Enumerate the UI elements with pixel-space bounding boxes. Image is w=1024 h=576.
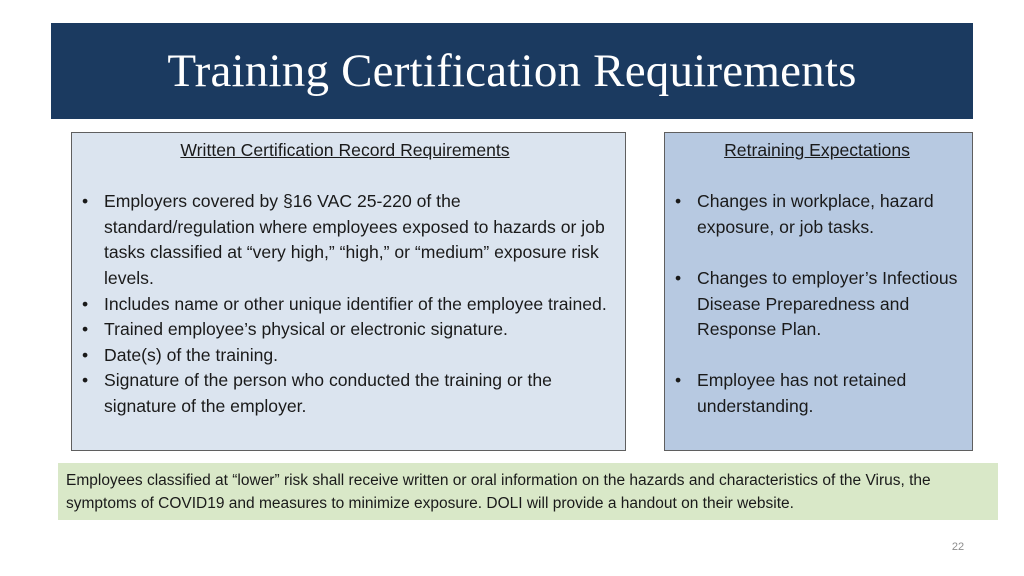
bullet-icon: •: [82, 344, 89, 365]
list-item: [79, 189, 611, 291]
bullet-icon: •: [675, 370, 682, 391]
list-item-text: Employee has not retained understanding.: [697, 370, 907, 416]
list-item-text: Includes name or other unique identifier of the employee trained.: [104, 293, 607, 314]
written-certification-panel: [71, 132, 626, 451]
list-item-text: Changes to employer’s Infectious Disease Preparedness and Response Plan.: [697, 267, 958, 340]
bullet-icon: •: [82, 370, 89, 391]
list-item-text: Trained employee’s physical or electronic signature.: [104, 319, 508, 340]
retraining-expectations-panel: [664, 132, 973, 451]
slide-title: Training Certification Requirements: [167, 45, 857, 97]
retraining-expectations-heading: Retraining Expectations: [724, 140, 910, 160]
retraining-expectations-list: [672, 189, 962, 419]
bullet-icon: •: [82, 293, 89, 314]
bullet-icon: •: [82, 191, 89, 212]
title-bar: [51, 23, 973, 119]
list-item: [79, 343, 611, 369]
list-item: [79, 368, 611, 419]
bullet-icon: •: [82, 319, 89, 340]
list-item: [79, 317, 611, 343]
written-certification-list: [79, 189, 611, 419]
page-number: 22: [951, 541, 965, 553]
list-item-text: Date(s) of the training.: [104, 344, 279, 365]
list-item-text: Signature of the person who conducted the training or the signature of the employer.: [104, 370, 552, 416]
bullet-icon: •: [675, 267, 682, 288]
list-item-text: Employers covered by §16 VAC 25-220 of the standard/regulation where employees exposed to hazards or job tasks classified at “very high,” “high,” or “medium” exposure risk levels.: [104, 191, 605, 288]
lower-risk-note-text: Employees classified at “lower” risk shall receive written or oral information on the hazards and characteristics of the Virus, the symptoms of COVID19 and measures to minimize exposure. DOLI will provide a handout on their website.: [66, 472, 931, 512]
list-item: [672, 266, 962, 343]
list-item: [672, 189, 962, 240]
list-item-text: Changes in workplace, hazard exposure, or job tasks.: [697, 191, 934, 237]
written-certification-heading: Written Certification Record Requirements: [180, 140, 510, 160]
list-item: [79, 292, 611, 318]
bullet-icon: •: [675, 191, 682, 212]
lower-risk-note: [58, 463, 998, 520]
list-item: [672, 368, 962, 419]
